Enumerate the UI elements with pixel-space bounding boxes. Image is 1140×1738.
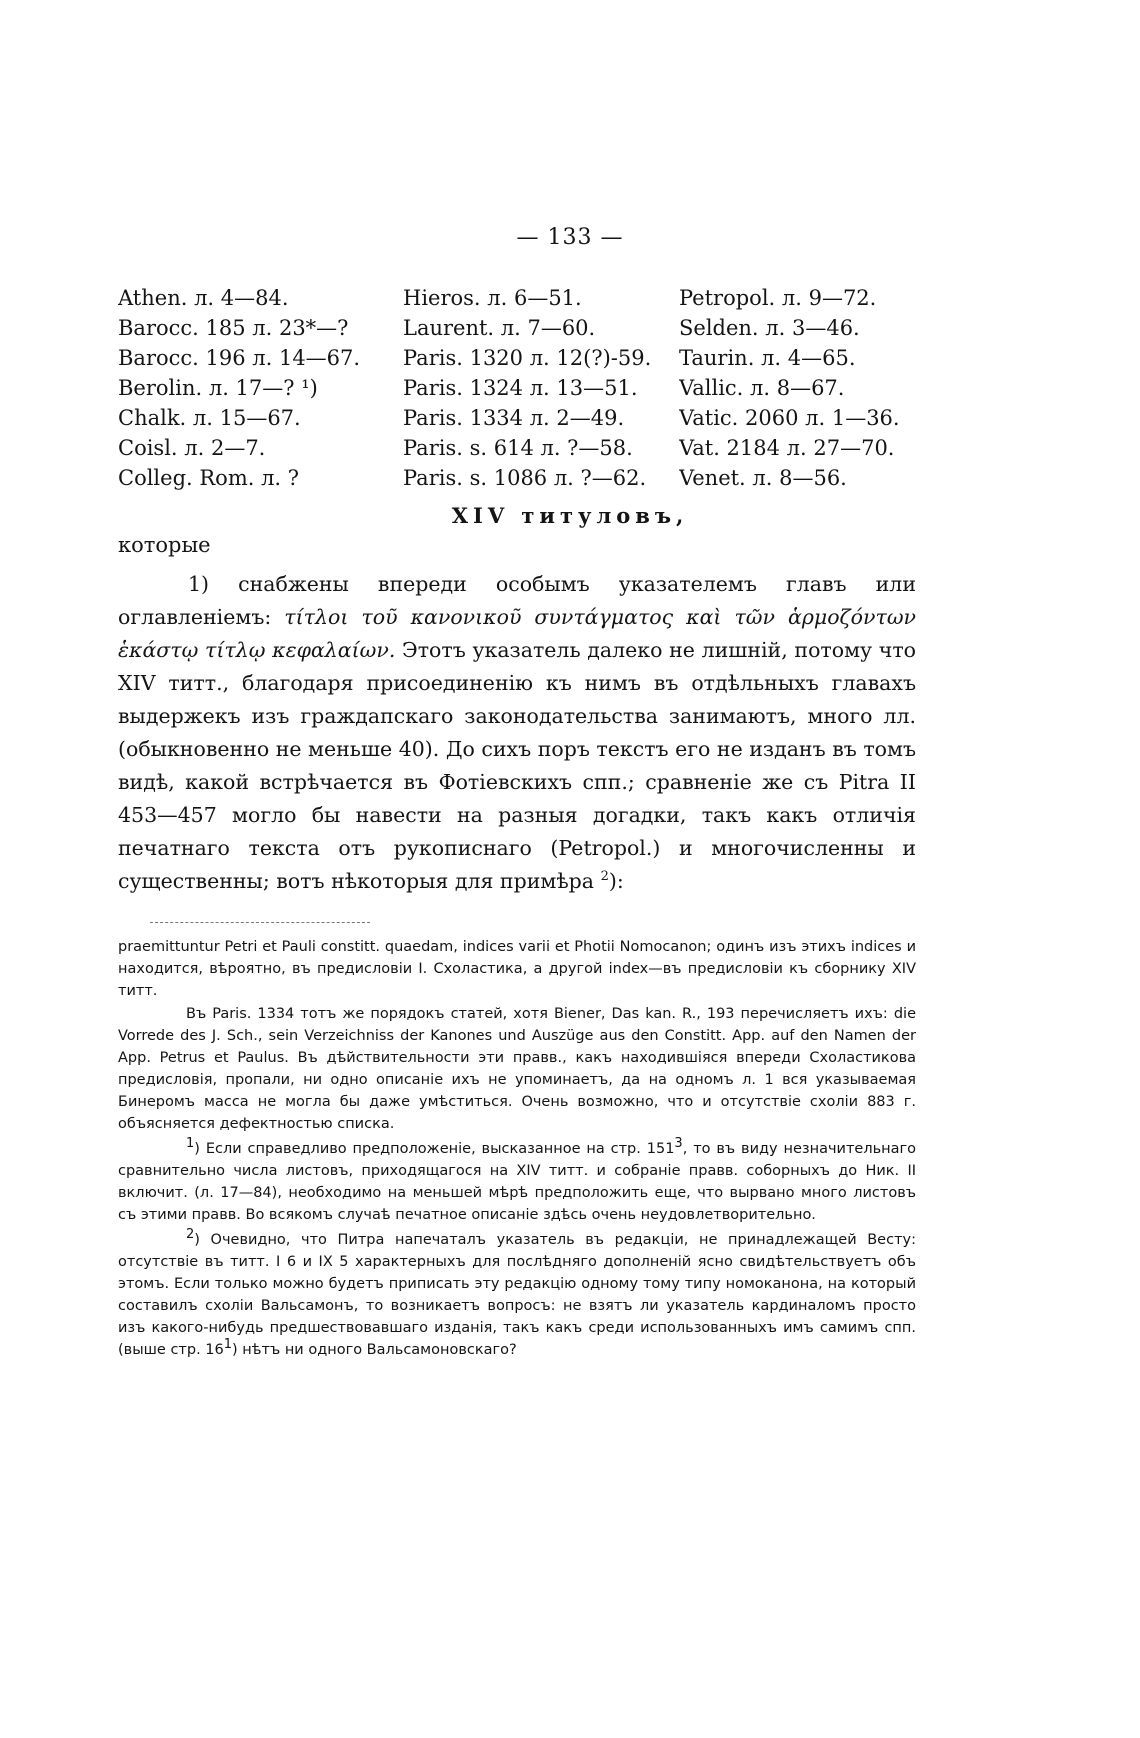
manuscript-entry: Berolin. л. 17—? ¹) [118,376,318,400]
footnotes [118,936,916,1361]
manuscript-entry: Vallic. л. 8—67. [679,376,845,400]
manuscript-entry: Paris. 1334 л. 2—49. [403,406,625,430]
manuscript-entry: Barocc. 185 л. 23*—? [118,316,349,340]
footnote-text: , то въ виду незначительнаго сравнительно числа листовъ, приходящагося на XIV титт. и собраніе правв. соборныхъ до Ник. II включит. (л. 17—84), необходимо на меньшей мѣрѣ предположить еще, что вырвано много листовъ съ этими правв. Во всякомъ случаѣ печатное описаніе здѣсь очень неудовлетворительно. [118,1141,917,1223]
footnote-continuation: praemittuntur Petri et Pauli constitt. quaedam, indices varii et Photii Nomocanon; одинъ изъ этихъ indices и находится, вѣроятно, въ предисловіи І. Схоластика, а другой index—въ предисловіи къ сборнику XIV титт. [118,939,916,999]
manuscript-entry: Vat. 2184 л. 27—70. [679,436,895,460]
manuscript-entry: Venet. л. 8—56. [679,466,847,490]
manuscript-entry: Taurin. л. 4—65. [679,346,856,370]
superscript: 3 [674,1136,683,1152]
main-paragraph [118,568,916,898]
manuscript-entry: Selden. л. 3—46. [679,316,860,340]
text-run: 1) снабжены впереди особымъ указателемъ главъ или оглавленіемъ: [118,572,916,629]
manuscript-entry: Laurent. л. 7—60. [403,316,596,340]
footnote-1 [118,1138,916,1226]
footnote-continuation-paragraph: Въ Paris. 1334 тотъ же порядокъ статей, хотя Biener, Das kan. R., 193 перечисляетъ ихъ: die Vorrede des J. Sch., sein Verzeichniss der Kanones und Auszüge aus den Constitt. App. auf den Namen der App. Petrus et Paulus. Въ дѣйствительности эти правв., какъ находившіяся впереди Схоластикова предисловія, пропали, ни одно описаніе ихъ не упоминаетъ, да на одномъ л. 1 вся указываемая Бинеромъ масса не могла бы даже умѣститься. Очень возможно, что и отсутствіе схоліи 883 г. объясняется дефектностью списка. [118,1006,916,1132]
footnote-marker: 2 [186,1227,195,1243]
manuscript-entry: Paris. 1320 л. 12(?)-59. [403,346,652,370]
footnote-divider [150,922,370,923]
section-lead: которые [118,533,211,557]
greek-quotation: τίτλοι τοῦ κανονικοῦ συντάγματος καὶ τῶν ἁρμοζόντων ἑκάστῳ τίτλῳ κεφαλαίων. [118,605,916,662]
manuscript-row [118,283,938,313]
manuscript-entry: Paris. s. 614 л. ?—58. [403,436,633,460]
page-number: — 133 — [516,225,624,250]
footnote-text: ) Если справедливо предположеніе, высказанное на стр. 151 [194,1141,675,1157]
manuscript-entry: Paris. 1324 л. 13—51. [403,376,638,400]
footnote-text: ) нѣтъ ни одного Вальсамоновскаго? [232,1342,517,1358]
manuscript-row [118,313,938,343]
manuscript-row [118,463,938,493]
manuscript-entry: Athen. л. 4—84. [118,286,289,310]
manuscript-entry: Hieros. л. 6—51. [403,286,582,310]
manuscript-entry: Petropol. л. 9—72. [679,286,877,310]
footnote-marker: 1 [186,1136,195,1152]
superscript: 1 [223,1337,233,1353]
manuscript-row [118,433,938,463]
paragraph-body [118,568,916,898]
manuscript-row [118,403,938,433]
manuscript-entry: Barocc. 196 л. 14—67. [118,346,361,370]
footnote-ref: 2 [600,869,609,885]
footnote-text: ) Очевидно, что Питра напечаталъ указатель въ редакціи, не принадлежащей Весту: отсутствіе въ титт. I 6 и IX 5 характерныхъ для послѣдняго дополненій ясно свидѣтельствуетъ объ этомъ. Если только можно будетъ приписать эту редакцію одному тому типу номоканона, на который составилъ схоліи Вальсамонъ, то возникаетъ вопросъ: не взятъ ли указатель кардиналомъ просто изъ какого-нибудь предшествовавшаго изданія, такъ какъ среди использованныхъ имъ самимъ спп. (выше стр. 16 [118,1232,916,1358]
manuscript-entry: Vatic. 2060 л. 1—36. [679,406,900,430]
manuscript-list [118,283,938,493]
manuscript-row [118,373,938,403]
manuscript-entry: Chalk. л. 15—67. [118,406,301,430]
text-run: Этотъ указатель далеко не лишній, потому что XIV титт., благодаря присоединенію къ нимъ въ отдѣльныхъ главахъ выдержекъ изъ граждапскаго законодательства занимаютъ, много лл. (обыкновенно не меньше 40). До сихъ поръ текстъ его не изданъ въ томъ видѣ, какой встрѣчается въ Фотіевскихъ спп.; сравненіе же съ Pitra II 453—457 могло бы навести на разныя догадки, такъ какъ отличія печатнаго текста отъ рукописнаго (Petropol.) и многочисленны и существенны; вотъ нѣкоторыя для примѣра [118,638,917,893]
text-run: ): [608,869,624,893]
manuscript-entry: Colleg. Rom. л. ? [118,466,300,490]
footnote-2 [118,1229,916,1361]
manuscript-row [118,343,938,373]
manuscript-entry: Coisl. л. 2—7. [118,436,266,460]
manuscript-entry: Paris. s. 1086 л. ?—62. [403,466,647,490]
section-heading: XIV титуловъ, [451,503,689,528]
